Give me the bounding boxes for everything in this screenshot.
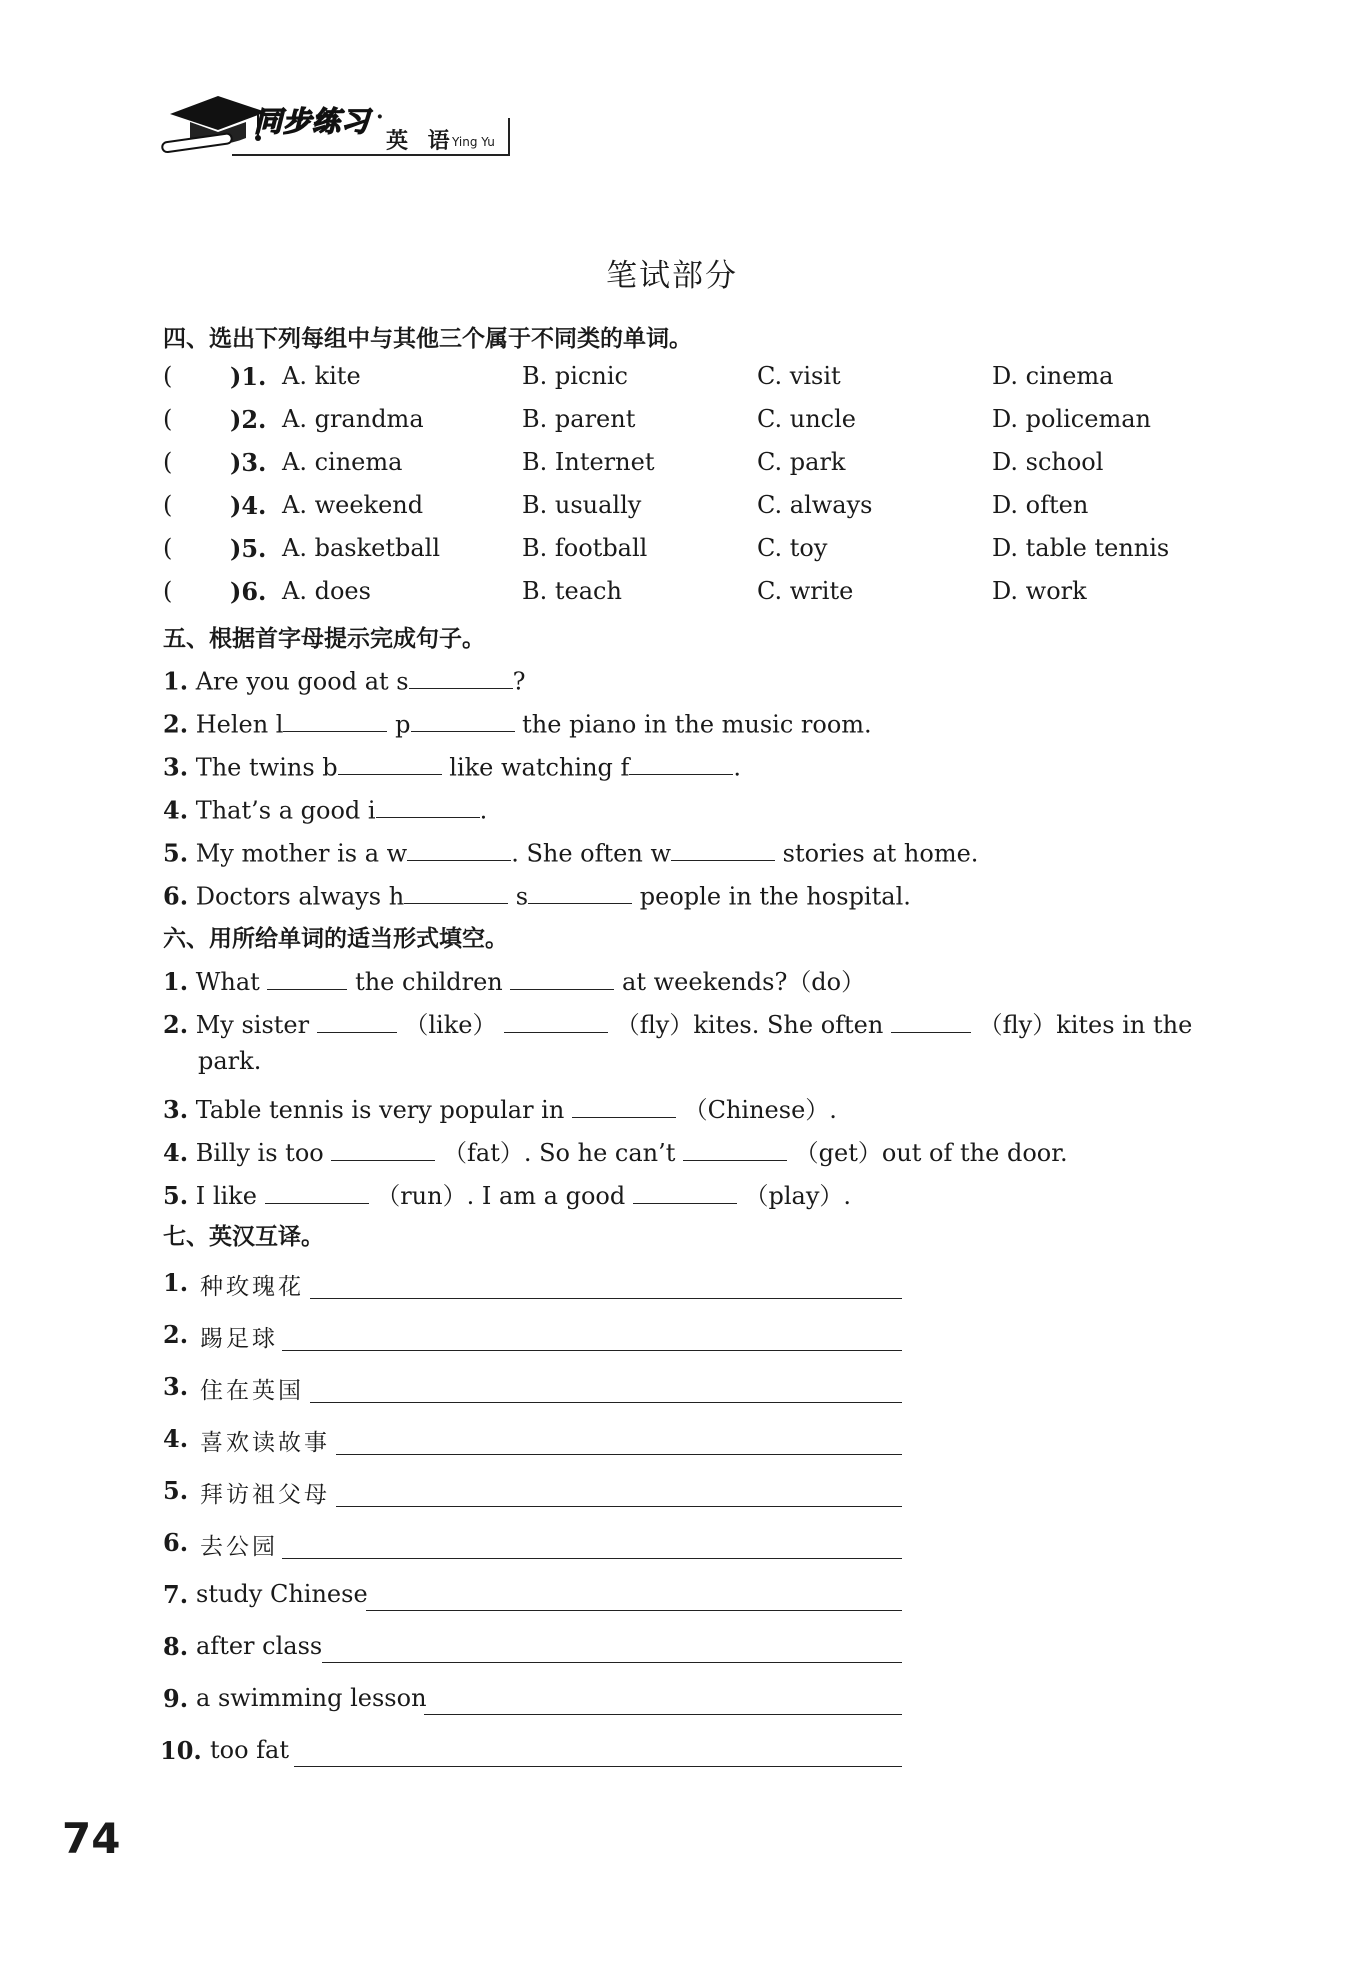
answer-blank[interactable] <box>409 662 513 689</box>
answer-blank[interactable] <box>572 1091 676 1118</box>
answer-line[interactable] <box>282 1350 902 1351</box>
answer-line[interactable] <box>310 1298 902 1299</box>
answer-blank[interactable] <box>510 963 614 990</box>
section6-sentence-2-cont: park. <box>198 1047 262 1075</box>
answer-blank[interactable] <box>407 834 511 861</box>
section5-sentence-1: 1. Are you good at s ? <box>163 662 525 695</box>
answer-blank[interactable] <box>633 1177 737 1204</box>
section5-heading: 五、根据首字母提示完成句子。 <box>163 626 485 652</box>
answer-line[interactable] <box>336 1506 902 1507</box>
page-number: 74 <box>62 1814 121 1863</box>
section6-sentence-5: 5. I like （run）. I am a good （play）. <box>163 1176 851 1211</box>
section7-heading: 七、英汉互译。 <box>163 1224 324 1250</box>
answer-blank[interactable] <box>283 705 387 732</box>
section5-sentence-6: 6. Doctors always h s people in the hospital. <box>163 877 911 910</box>
answer-line[interactable] <box>322 1662 902 1663</box>
answer-blank[interactable] <box>265 1177 369 1204</box>
section6-sentence-1: 1. What the children at weekends?（do） <box>163 962 865 997</box>
answer-blank[interactable] <box>683 1134 787 1161</box>
answer-blank[interactable] <box>376 791 480 818</box>
section5-sentence-3: 3. The twins b like watching f . <box>163 748 741 781</box>
header-pinyin: Ying Yu <box>452 135 495 149</box>
answer-blank[interactable] <box>528 877 632 904</box>
answer-blank[interactable] <box>331 1134 435 1161</box>
section5-sentence-4: 4. That’s a good i . <box>163 791 487 824</box>
answer-line[interactable] <box>424 1714 902 1715</box>
section5-sentence-2: 2. Helen l p the piano in the music room. <box>163 705 872 738</box>
header-dot: · <box>376 104 384 130</box>
section6-sentence-2: 2. My sister （like） （fly）kites. She often （fly）kites in the <box>163 1005 1192 1040</box>
answer-blank[interactable] <box>671 834 775 861</box>
section5-sentence-5: 5. My mother is a w . She often w stories at home. <box>163 834 978 867</box>
section6-heading: 六、用所给单词的适当形式填空。 <box>163 926 508 952</box>
answer-line[interactable] <box>282 1558 902 1559</box>
section6-sentence-3: 3. Table tennis is very popular in （Chinese）. <box>163 1090 837 1125</box>
answer-line[interactable] <box>294 1766 902 1767</box>
answer-blank[interactable] <box>338 748 442 775</box>
section6-sentence-4: 4. Billy is too （fat）. So he can’t （get）out of the door. <box>163 1133 1068 1168</box>
section4-heading: 四、选出下列每组中与其他三个属于不同类的单词。 <box>163 326 692 352</box>
answer-blank[interactable] <box>891 1006 971 1033</box>
page-title: 笔试部分 <box>606 258 738 294</box>
answer-blank[interactable] <box>267 963 347 990</box>
answer-blank[interactable] <box>629 748 733 775</box>
answer-line[interactable] <box>310 1402 902 1403</box>
answer-blank[interactable] <box>504 1006 608 1033</box>
answer-blank[interactable] <box>404 877 508 904</box>
answer-line[interactable] <box>366 1610 902 1611</box>
answer-blank[interactable] <box>411 705 515 732</box>
header-subject: 英 语 <box>386 129 456 154</box>
answer-line[interactable] <box>336 1454 902 1455</box>
answer-blank[interactable] <box>317 1006 397 1033</box>
header-title: 同步练习 <box>254 105 371 138</box>
